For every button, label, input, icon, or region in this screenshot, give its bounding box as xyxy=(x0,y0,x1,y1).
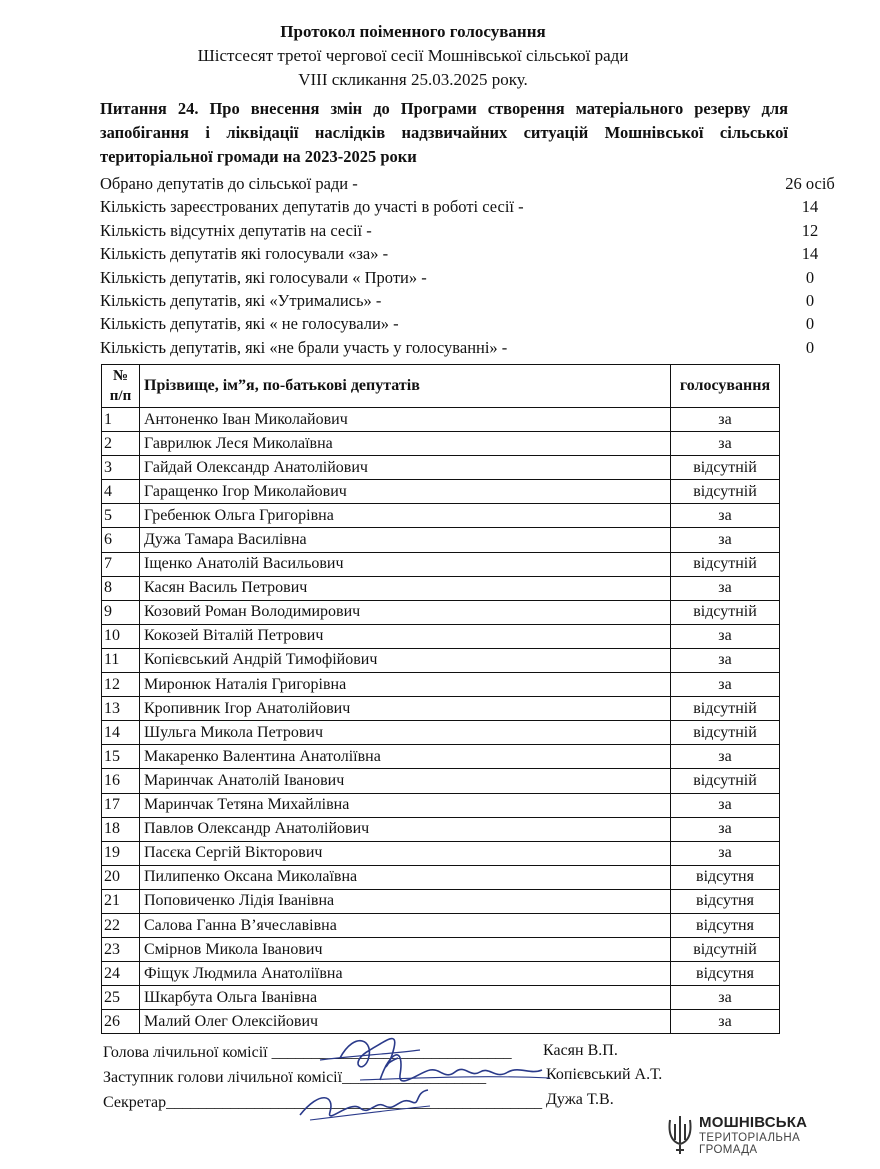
table-row xyxy=(102,552,780,576)
chair-name: Касян В.П. xyxy=(543,1042,618,1059)
row-number: 25 xyxy=(102,986,140,1010)
table-row xyxy=(102,432,780,456)
row-number: 3 xyxy=(102,456,140,480)
community-logo xyxy=(666,1112,816,1162)
vote-result: відсутня xyxy=(671,865,780,889)
deputy-name: Фіщук Людмила Анатоліївна xyxy=(140,962,671,986)
deputy-name: Антоненко Іван Миколайович xyxy=(140,408,671,432)
deputy-name: Гаращенко Ігор Миколайович xyxy=(140,480,671,504)
deputy-name: Кропивник Ігор Анатолійович xyxy=(140,697,671,721)
vote-result: відсутня xyxy=(671,889,780,913)
row-number: 15 xyxy=(102,745,140,769)
header-number xyxy=(102,365,140,408)
table-row xyxy=(102,841,780,865)
deputy-name: Маринчак Анатолій Іванович xyxy=(140,769,671,793)
deputy-name: Кокозей Віталій Петрович xyxy=(140,624,671,648)
vote-result: відсутній xyxy=(671,600,780,624)
deputy-chair-name: Копієвський А.Т. xyxy=(546,1066,663,1083)
deputy-name: Маринчак Тетяна Михайлівна xyxy=(140,793,671,817)
stat-row xyxy=(100,242,819,265)
row-number: 4 xyxy=(102,480,140,504)
deputy-name: Іщенко Анатолій Васильович xyxy=(140,552,671,576)
vote-result: відсутній xyxy=(671,552,780,576)
row-number: 11 xyxy=(102,648,140,672)
stat-row xyxy=(100,266,815,289)
stat-label: Кількість депутатів, які голосували « Проти» - xyxy=(100,267,427,287)
deputy-name: Шкарбута Ольга Іванівна xyxy=(140,986,671,1010)
logo-subtitle xyxy=(699,1132,800,1156)
stat-label: Кількість депутатів, які «Утримались» - xyxy=(100,290,382,310)
row-number: 26 xyxy=(102,1010,140,1034)
table-row xyxy=(102,793,780,817)
session-line: Шістсесят третої чергової сесії Мошнівської сільської ради xyxy=(197,46,629,65)
vote-result: за xyxy=(671,408,780,432)
header-vote: голосування xyxy=(671,365,780,408)
row-number: 21 xyxy=(102,889,140,913)
table-row xyxy=(102,624,780,648)
vote-result: відсутній xyxy=(671,456,780,480)
row-number: 22 xyxy=(102,913,140,937)
logo-subtitle-line1: ТЕРИТОРІАЛЬНА xyxy=(699,1132,801,1144)
table-row xyxy=(102,456,780,480)
table-row xyxy=(102,408,780,432)
stat-value: 0 xyxy=(805,314,815,334)
vote-result: відсутній xyxy=(671,480,780,504)
row-number: 16 xyxy=(102,769,140,793)
vote-result: відсутній xyxy=(671,697,780,721)
table-row xyxy=(102,721,780,745)
vote-result: за xyxy=(671,817,780,841)
vote-result: відсутня xyxy=(671,913,780,937)
stat-value: 26 осіб xyxy=(785,174,835,193)
trident-emblem-icon xyxy=(666,1114,694,1158)
vote-result: відсутній xyxy=(671,721,780,745)
table-row xyxy=(102,648,780,672)
row-number: 5 xyxy=(102,504,140,528)
deputy-name: Макаренко Валентина Анатоліївна xyxy=(140,745,671,769)
table-row xyxy=(102,504,780,528)
deputy-name: Козовий Роман Володимирович xyxy=(140,600,671,624)
table-row xyxy=(102,865,780,889)
table-row xyxy=(102,697,780,721)
stat-label: Обрано депутатів до сільської ради - xyxy=(100,174,358,193)
table-row xyxy=(102,769,780,793)
secretary-name: Дужа Т.В. xyxy=(546,1091,614,1108)
header-number-line1: № xyxy=(112,368,129,384)
row-number: 12 xyxy=(102,673,140,697)
deputy-chair-label: Заступник голови лічильної комісії xyxy=(103,1069,343,1086)
header-name: Прізвище, ім”я, по-батькові депутатів xyxy=(140,365,671,408)
row-number: 2 xyxy=(102,432,140,456)
vote-result: за xyxy=(671,432,780,456)
stat-row xyxy=(100,336,815,359)
row-number: 6 xyxy=(102,528,140,552)
table-row xyxy=(102,528,780,552)
row-number: 14 xyxy=(102,721,140,745)
row-number: 20 xyxy=(102,865,140,889)
deputy-name: Пилипенко Оксана Миколаївна xyxy=(140,865,671,889)
row-number: 17 xyxy=(102,793,140,817)
vote-table xyxy=(101,364,780,1034)
stat-value: 0 xyxy=(805,267,815,287)
row-number: 10 xyxy=(102,624,140,648)
vote-result: за xyxy=(671,745,780,769)
stat-row xyxy=(100,219,819,242)
vote-result: за xyxy=(671,528,780,552)
table-row xyxy=(102,962,780,986)
deputy-name: Миронюк Наталія Григорівна xyxy=(140,673,671,697)
chair-label: Голова лічильної комісії xyxy=(103,1044,272,1061)
row-number: 1 xyxy=(102,408,140,432)
deputy-name: Копієвський Андрій Тимофійович xyxy=(140,648,671,672)
table-row xyxy=(102,889,780,913)
deputy-name: Гребенюк Ольга Григорівна xyxy=(140,504,671,528)
deputy-name: Малий Олег Олексійович xyxy=(140,1010,671,1034)
vote-result: відсутній xyxy=(671,938,780,962)
stat-row xyxy=(100,195,819,218)
vote-result: відсутня xyxy=(671,962,780,986)
vote-result: за xyxy=(671,576,780,600)
secretary-line: Секретар_______________________________________________ xyxy=(103,1094,543,1111)
table-row xyxy=(102,938,780,962)
question-text: Питання 24. Про внесення змін до Програми створення матеріального резерву для запобігання і ліквідації наслідків надзвичайних ситуацій Мошнівської сільської територіальної громади на 2023-2025 роки xyxy=(100,99,788,166)
protocol-title: Протокол поіменного голосування xyxy=(280,22,546,41)
deputy-name: Пасєка Сергій Вікторович xyxy=(140,841,671,865)
deputy-name: Шульга Микола Петрович xyxy=(140,721,671,745)
secretary-label: Секретар xyxy=(103,1094,167,1111)
vote-result: за xyxy=(671,673,780,697)
deputy-name: Дужа Тамара Василівна xyxy=(140,528,671,552)
row-number: 23 xyxy=(102,938,140,962)
table-row xyxy=(102,913,780,937)
deputy-chair-line: Заступник голови лічильної комісії__________________ xyxy=(103,1069,487,1086)
stat-label: Кількість депутатів які голосували «за» - xyxy=(100,244,389,264)
logo-subtitle-line2: ГРОМАДА xyxy=(699,1144,758,1156)
row-number: 8 xyxy=(102,576,140,600)
convocation-line: VIII скликання 25.03.2025 року. xyxy=(298,70,528,89)
row-number: 19 xyxy=(102,841,140,865)
vote-result: за xyxy=(671,986,780,1010)
stat-value: 0 xyxy=(805,337,815,357)
stat-row xyxy=(100,172,835,195)
vote-result: відсутній xyxy=(671,769,780,793)
row-number: 7 xyxy=(102,552,140,576)
row-number: 18 xyxy=(102,817,140,841)
stat-label: Кількість депутатів, які «не брали участь у голосуванні» - xyxy=(100,337,508,357)
vote-result: за xyxy=(671,648,780,672)
header-number-line2: п/п xyxy=(109,388,132,404)
deputy-name: Касян Василь Петрович xyxy=(140,576,671,600)
table-row xyxy=(102,1010,780,1034)
table-row xyxy=(102,576,780,600)
deputy-name: Поповиченко Лідія Іванівна xyxy=(140,889,671,913)
stat-row xyxy=(100,289,815,312)
row-number: 24 xyxy=(102,962,140,986)
stat-label: Кількість відсутніх депутатів на сесії - xyxy=(100,220,372,240)
chair-line: Голова лічильної комісії ______________________________ xyxy=(103,1044,512,1061)
logo-title: МОШНІВСЬКА xyxy=(699,1114,808,1131)
stat-value: 12 xyxy=(801,220,819,240)
table-body xyxy=(102,408,780,1034)
handwritten-signatures xyxy=(280,1020,580,1160)
stat-label: Кількість депутатів, які « не голосували» - xyxy=(100,314,399,334)
table-row xyxy=(102,480,780,504)
deputy-name: Салова Ганна В’ячеславівна xyxy=(140,913,671,937)
table-row xyxy=(102,986,780,1010)
row-number: 13 xyxy=(102,697,140,721)
voting-stats xyxy=(100,172,835,359)
deputy-name: Гайдай Олександр Анатолійович xyxy=(140,456,671,480)
vote-result: за xyxy=(671,504,780,528)
table-row xyxy=(102,600,780,624)
deputy-name: Смірнов Микола Іванович xyxy=(140,938,671,962)
table-row xyxy=(102,817,780,841)
deputy-name: Гаврилюк Леся Миколаївна xyxy=(140,432,671,456)
table-header-row xyxy=(102,365,780,408)
vote-result: за xyxy=(671,793,780,817)
table-row xyxy=(102,745,780,769)
stat-value: 14 xyxy=(801,197,819,217)
deputy-name: Павлов Олександр Анатолійович xyxy=(140,817,671,841)
vote-result: за xyxy=(671,624,780,648)
stat-value: 14 xyxy=(801,244,819,264)
stat-row xyxy=(100,312,815,335)
vote-result: за xyxy=(671,841,780,865)
stat-value: 0 xyxy=(805,290,815,310)
stat-label: Кількість зареєстрованих депутатів до участі в роботі сесії - xyxy=(100,197,524,217)
row-number: 9 xyxy=(102,600,140,624)
table-row xyxy=(102,673,780,697)
vote-result: за xyxy=(671,1010,780,1034)
